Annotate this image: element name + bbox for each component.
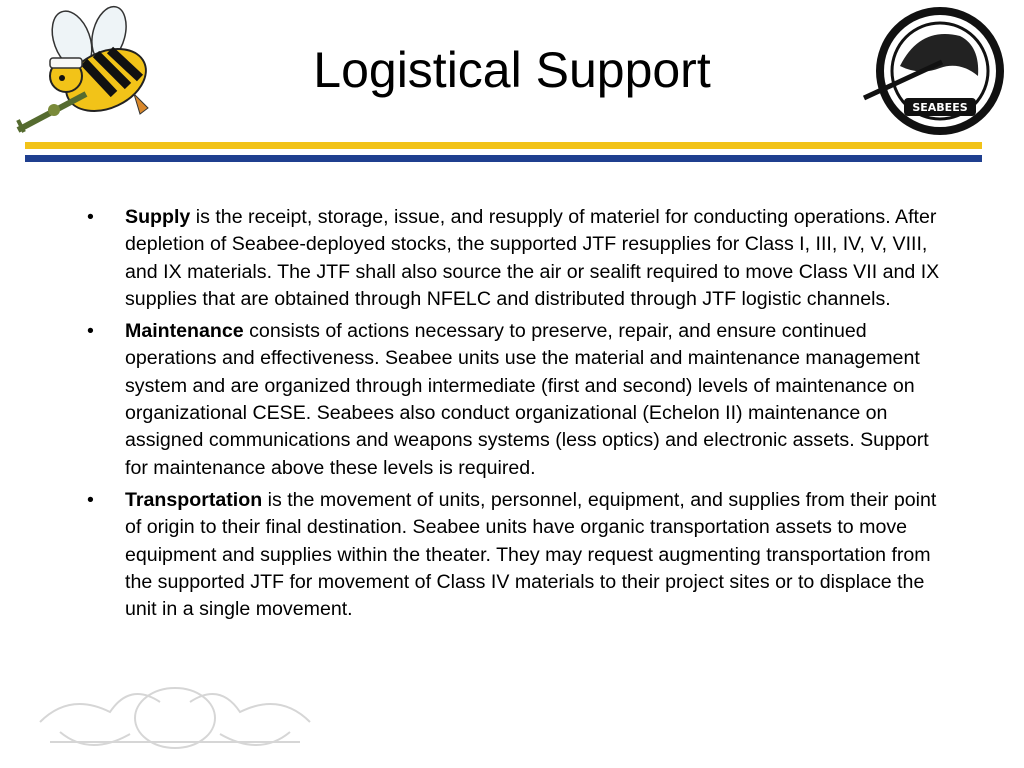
term-maintenance: Maintenance [125, 320, 244, 343]
bullet-marker: • [87, 206, 94, 228]
term-transportation: Transportation [125, 488, 263, 511]
slide-title: Logistical Support [313, 42, 711, 98]
navy-divider [25, 155, 982, 162]
transportation-description: is the movement of units, personnel, equipment, and supplies from their point of origin to their final destination. Seabee units have organic transportation assets to move equipment and supplies within the theater. They may request augmenting transportation from the supported JTF for movement of Class IV materials to their project sites or to displace the unit in a single movement. [125, 488, 937, 621]
bullet-list [87, 204, 947, 628]
bullet-marker: • [87, 320, 94, 343]
seabees-circular-emblem-icon [860, 6, 1010, 136]
gold-divider [25, 142, 982, 149]
bullet-maintenance [87, 318, 947, 482]
bullet-supply [87, 204, 947, 313]
term-supply: Supply [125, 206, 191, 228]
seabee-combat-warfare-insignia-watermark [30, 672, 320, 764]
seabees-emblem-text: SEABEES [912, 101, 968, 114]
bullet-transportation [87, 487, 947, 623]
bullet-marker: • [87, 488, 94, 511]
maintenance-description: consists of actions necessary to preserve, repair, and ensure continued operations and effectiveness. Seabee units use the material and maintenance management system and are organized through intermediate (first and second) levels of maintenance on organizational CESE. Seabees also conduct organizational (Echelon II) maintenance on assigned communications and weapons systems (less optics) and electronic assets. Support for maintenance above these levels is required. [125, 320, 929, 479]
supply-description: is the receipt, storage, issue, and resupply of materiel for conducting operations. After depletion of Seabee-deployed stocks, the supported JTF resupplies for Class I, III, IV, V, VIII, and IX materials. The JTF shall also source the air or sealift required to move Class VII and IX supplies that are obtained through NFELC and distributed through JTF logistic channels. [125, 206, 940, 310]
